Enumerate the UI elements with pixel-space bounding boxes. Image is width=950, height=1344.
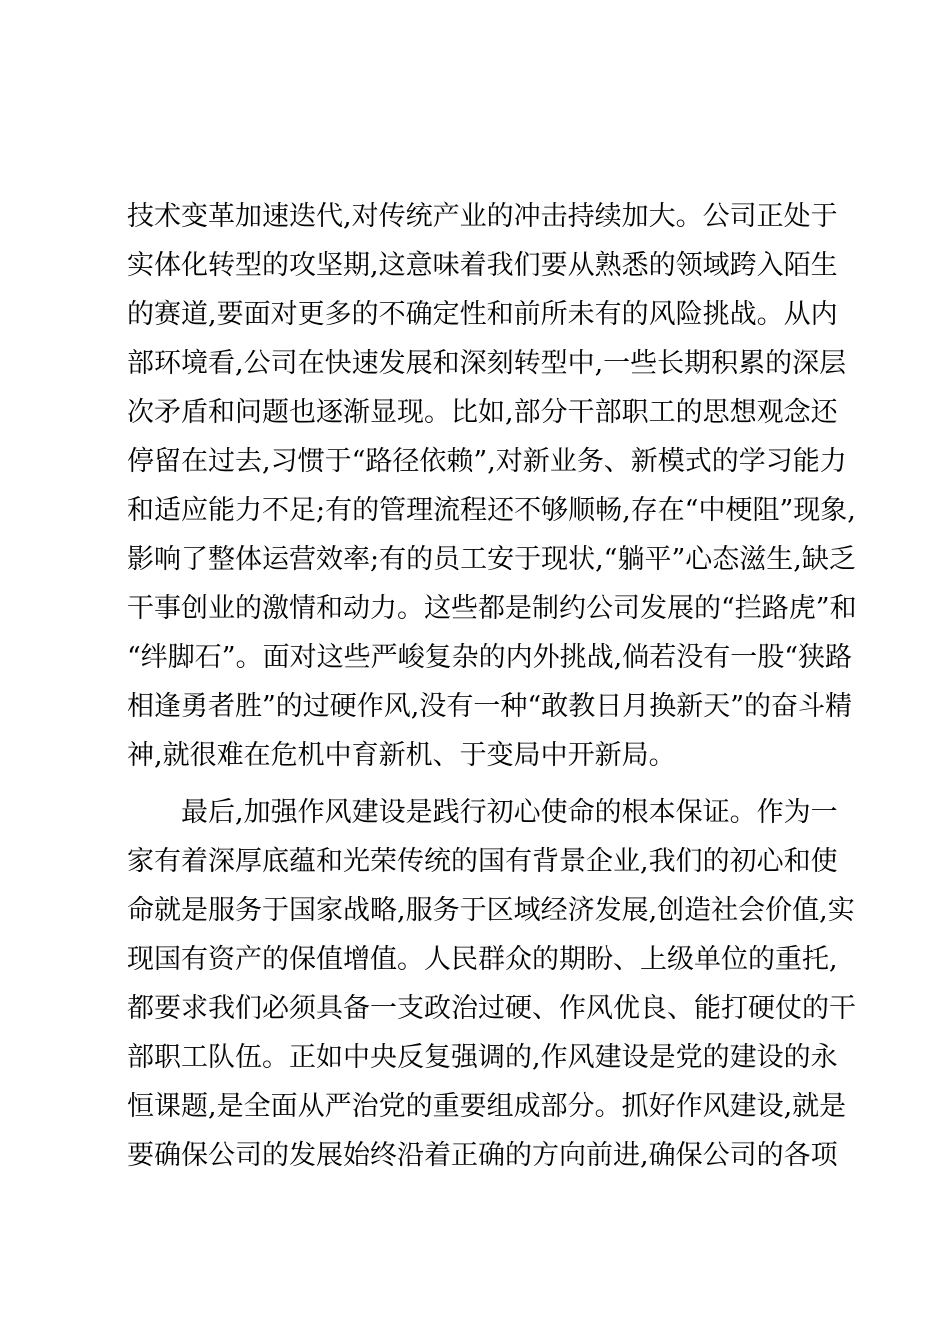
paragraph-1-line: 部环境看,公司在快速发展和深刻转型中,一些长期积累的深层 [127, 348, 847, 379]
paragraph-1-line: 技术变革加速迭代,对传统产业的冲击持续加大。公司正处于 [127, 201, 838, 232]
paragraph-1-line: 和适应能力不足;有的管理流程还不够顺畅,存在“中梗阻”现象, [127, 495, 856, 526]
paragraph-2-line: 家有着深厚底蕴和光荣传统的国有背景企业,我们的初心和使 [127, 846, 838, 877]
paragraph-1-line: 相逢勇者胜”的过硬作风,没有一种“敢教日月换新天”的奋斗精 [127, 691, 852, 722]
paragraph-1-line: 实体化转型的攻坚期,这意味着我们要从熟悉的领域跨入陌生 [127, 250, 838, 281]
paragraph-2-line: 部职工队伍。正如中央反复强调的,作风建设是党的建设的永 [127, 1042, 838, 1073]
paragraph-2-line: 现国有资产的保值增值。人民群众的期盼、上级单位的重托, [127, 944, 838, 975]
paragraph-2-line: 要确保公司的发展始终沿着正确的方向前进,确保公司的各项 [127, 1140, 838, 1171]
paragraph-1-line: 次矛盾和问题也逐渐显现。比如,部分干部职工的思想观念还 [127, 397, 838, 428]
paragraph-2-line: 恒课题,是全面从严治党的重要组成部分。抓好作风建设,就是 [127, 1091, 847, 1122]
document-body [127, 192, 857, 1180]
paragraph-1-line: “绊脚石”。面对这些严峻复杂的内外挑战,倘若没有一股“狭路 [127, 642, 852, 673]
paragraph-2-line: 命就是服务于国家战略,服务于区域经济发展,创造社会价值,实 [127, 895, 855, 926]
paragraph-2-line: 都要求我们必须具备一支政治过硬、作风优良、能打硬仗的干 [127, 993, 856, 1024]
paragraph-2 [127, 788, 856, 1180]
paragraph-1-line: 的赛道,要面对更多的不确定性和前所未有的风险挑战。从内 [127, 299, 838, 330]
paragraph-1 [127, 192, 857, 780]
paragraph-1-line: 干事创业的激情和动力。这些都是制约公司发展的“拦路虎”和 [127, 593, 857, 624]
paragraph-2-first-line: 最后,加强作风建设是践行初心使命的根本保证。作为一 [181, 797, 838, 828]
paragraph-1-line: 停留在过去,习惯于“路径依赖”,对新业务、新模式的学习能力 [127, 446, 847, 477]
paragraph-spacer [127, 780, 827, 788]
paragraph-1-line: 神,就很难在危机中育新机、于变局中开新局。 [127, 740, 676, 771]
paragraph-1-line: 影响了整体运营效率;有的员工安于现状,“躺平”心态滋生,缺乏 [127, 544, 856, 575]
